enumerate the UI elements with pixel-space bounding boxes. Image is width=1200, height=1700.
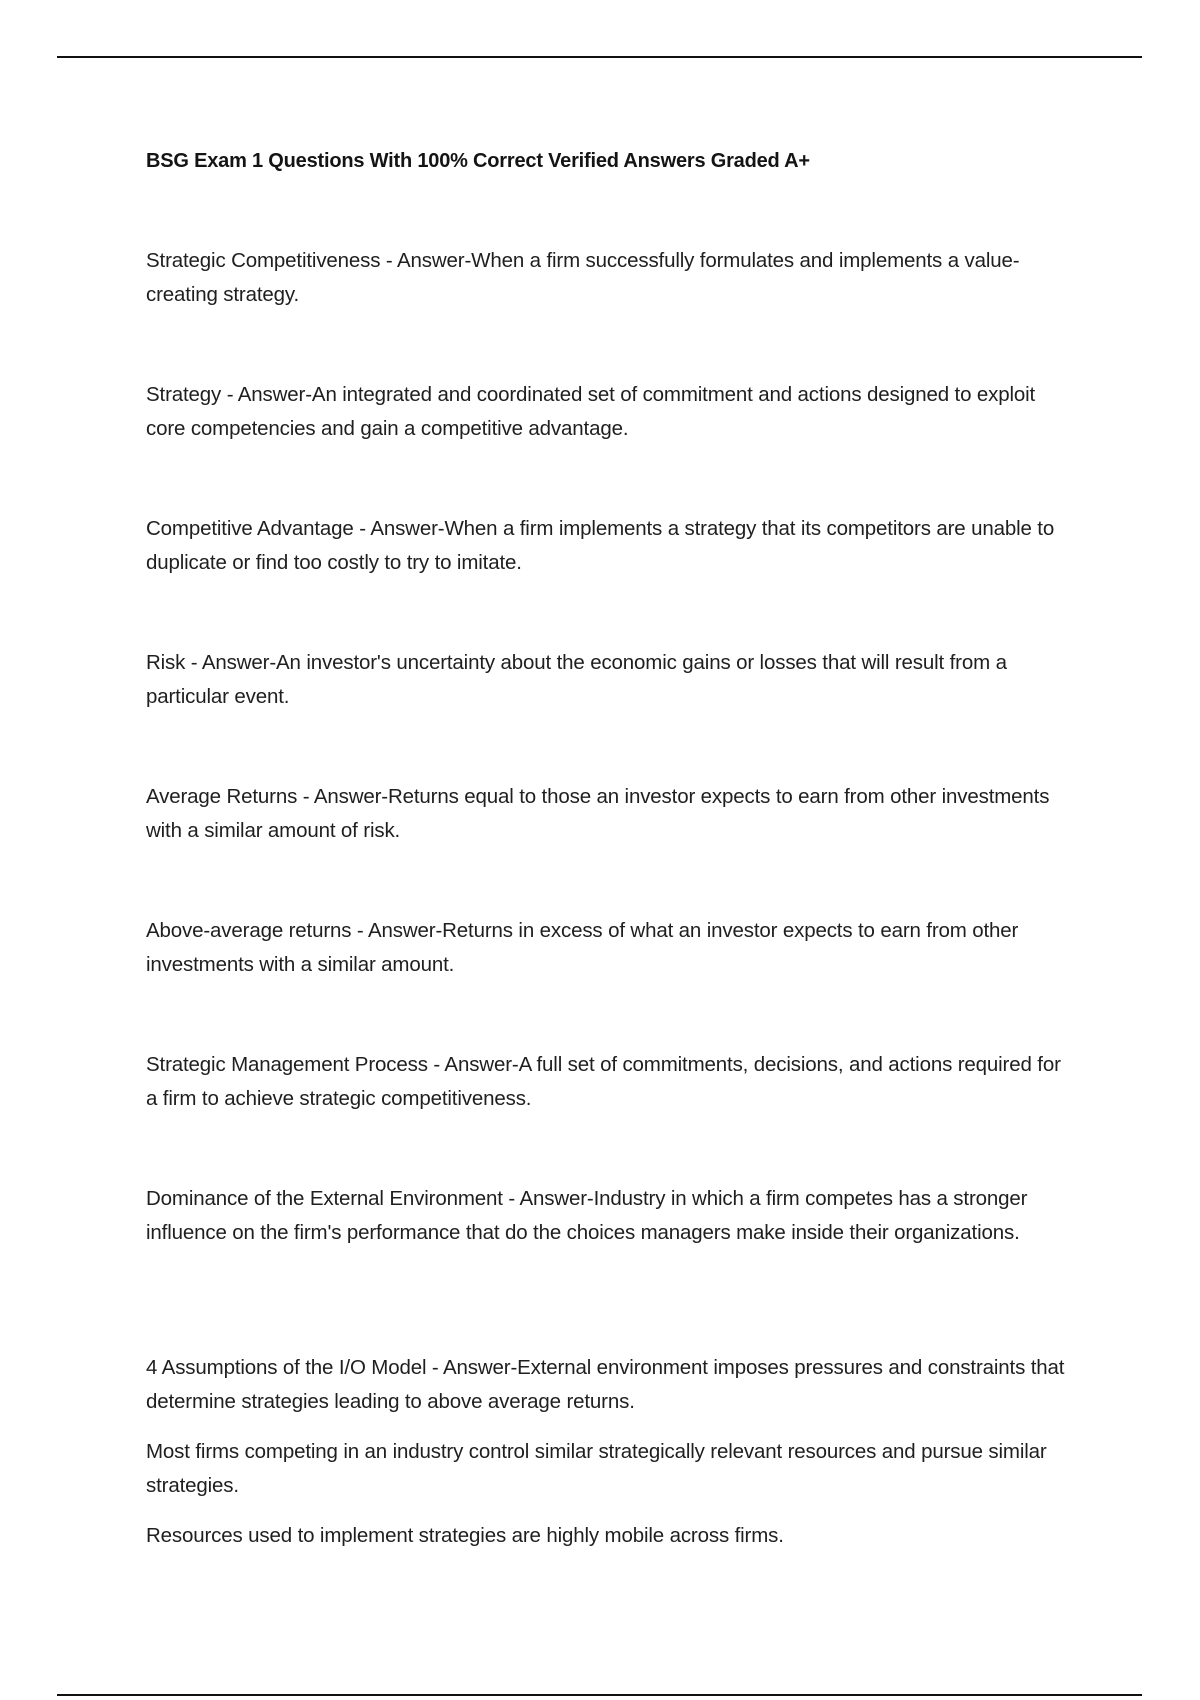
entry-above-average-returns: Above-average returns - Answer-Returns in excess of what an investor expects to earn from other investments with a similar amount. xyxy=(146,919,1019,976)
entry-io-model-assumptions: 4 Assumptions of the I/O Model - Answer-External environment imposes pressures and constraints that determine strategies leading to above average returns. xyxy=(146,1356,1065,1413)
entry-risk: Risk - Answer-An investor's uncertainty about the economic gains or losses that will result from a particular event. xyxy=(146,651,1007,708)
entry-strategy: Strategy - Answer-An integrated and coordinated set of commitment and actions designed to exploit core competencies and gain a competitive advantage. xyxy=(146,383,1036,440)
entry-io-model-assumption-3: Resources used to implement strategies are highly mobile across firms. xyxy=(146,1524,784,1547)
entry-io-model-assumption-2: Most firms competing in an industry control similar strategically relevant resources and pursue similar strategies. xyxy=(146,1440,1047,1497)
entry-average-returns: Average Returns - Answer-Returns equal to those an investor expects to earn from other investments with a similar amount of risk. xyxy=(146,785,1050,842)
entry-strategic-competitiveness: Strategic Competitiveness - Answer-When a firm successfully formulates and implements a value-creating strategy. xyxy=(146,249,1020,306)
document-title: BSG Exam 1 Questions With 100% Correct Verified Answers Graded A+ xyxy=(146,150,810,172)
entry-competitive-advantage: Competitive Advantage - Answer-When a firm implements a strategy that its competitors are unable to duplicate or find too costly to try to imitate. xyxy=(146,517,1055,574)
entry-dominance-external-environment: Dominance of the External Environment - Answer-Industry in which a firm competes has a stronger influence on the firm's performance that do the choices managers make inside their organizations. xyxy=(146,1187,1028,1244)
bottom-rule xyxy=(57,1694,1142,1696)
top-rule xyxy=(57,56,1142,58)
entry-strategic-management-process: Strategic Management Process - Answer-A full set of commitments, decisions, and actions required for a firm to achieve strategic competitiveness. xyxy=(146,1053,1061,1110)
